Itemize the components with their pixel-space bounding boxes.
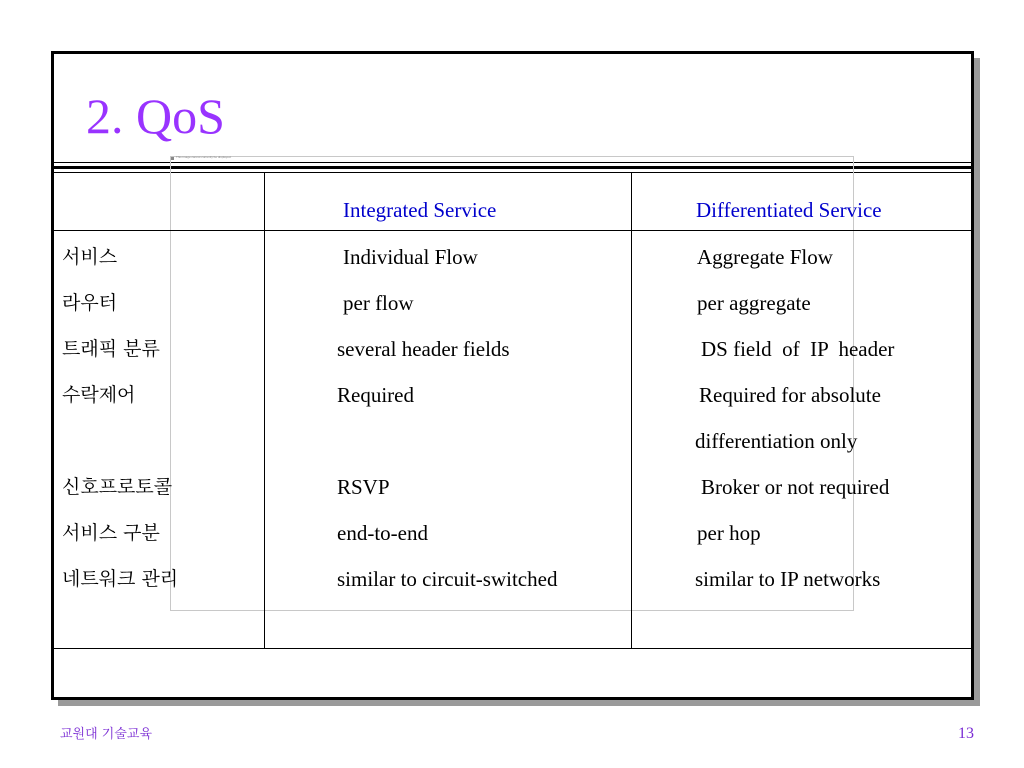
- row-intserv-admission-control: Required: [337, 383, 414, 407]
- header-differentiated-service: Differentiated Service: [696, 198, 882, 222]
- footer-organization: 교원대 기술교육: [60, 727, 153, 742]
- row-intserv-service-differentiation: end-to-end: [337, 521, 428, 545]
- row-diffserv-signaling-protocol: Broker or not required: [701, 475, 890, 499]
- row-label-router: 라우터: [62, 292, 118, 314]
- row-diffserv-network-management: similar to IP networks: [695, 567, 881, 591]
- row-intserv-service: Individual Flow: [343, 245, 478, 269]
- row-label-admission-control: 수락제어: [62, 384, 136, 406]
- row-diffserv-admission-control-cont: differentiation only: [695, 429, 858, 453]
- table-column-divider-2: [631, 173, 632, 649]
- row-diffserv-traffic-classification: DS field of IP header: [701, 337, 895, 361]
- row-diffserv-admission-control: Required for absolute: [699, 383, 881, 407]
- table-header-divider: [54, 230, 971, 231]
- row-intserv-signaling-protocol: RSVP: [337, 475, 390, 499]
- row-intserv-traffic-classification: several header fields: [337, 337, 510, 361]
- slide-title: 2. QoS: [86, 88, 225, 144]
- row-label-service-differentiation: 서비스 구분: [62, 522, 160, 544]
- row-label-traffic-classification: 트래픽 분류: [62, 338, 160, 360]
- row-diffserv-service-differentiation: per hop: [697, 521, 761, 545]
- row-label-signaling-protocol: 신호프로토콜: [62, 476, 173, 498]
- row-diffserv-service: Aggregate Flow: [697, 245, 833, 269]
- row-intserv-network-management: similar to circuit-switched: [337, 567, 558, 591]
- row-label-network-management: 네트워크 관리: [62, 568, 179, 590]
- table-bottom-divider: [54, 648, 971, 649]
- table-column-divider-1: [264, 173, 265, 649]
- image-placeholder-text: This image cannot currently be displayed.: [176, 155, 232, 159]
- row-diffserv-router: per aggregate: [697, 291, 811, 315]
- header-integrated-service: Integrated Service: [343, 198, 497, 222]
- broken-image-icon: [171, 157, 174, 160]
- row-intserv-router: per flow: [343, 291, 414, 315]
- footer-page-number: 13: [958, 725, 974, 742]
- row-label-service: 서비스: [62, 246, 118, 268]
